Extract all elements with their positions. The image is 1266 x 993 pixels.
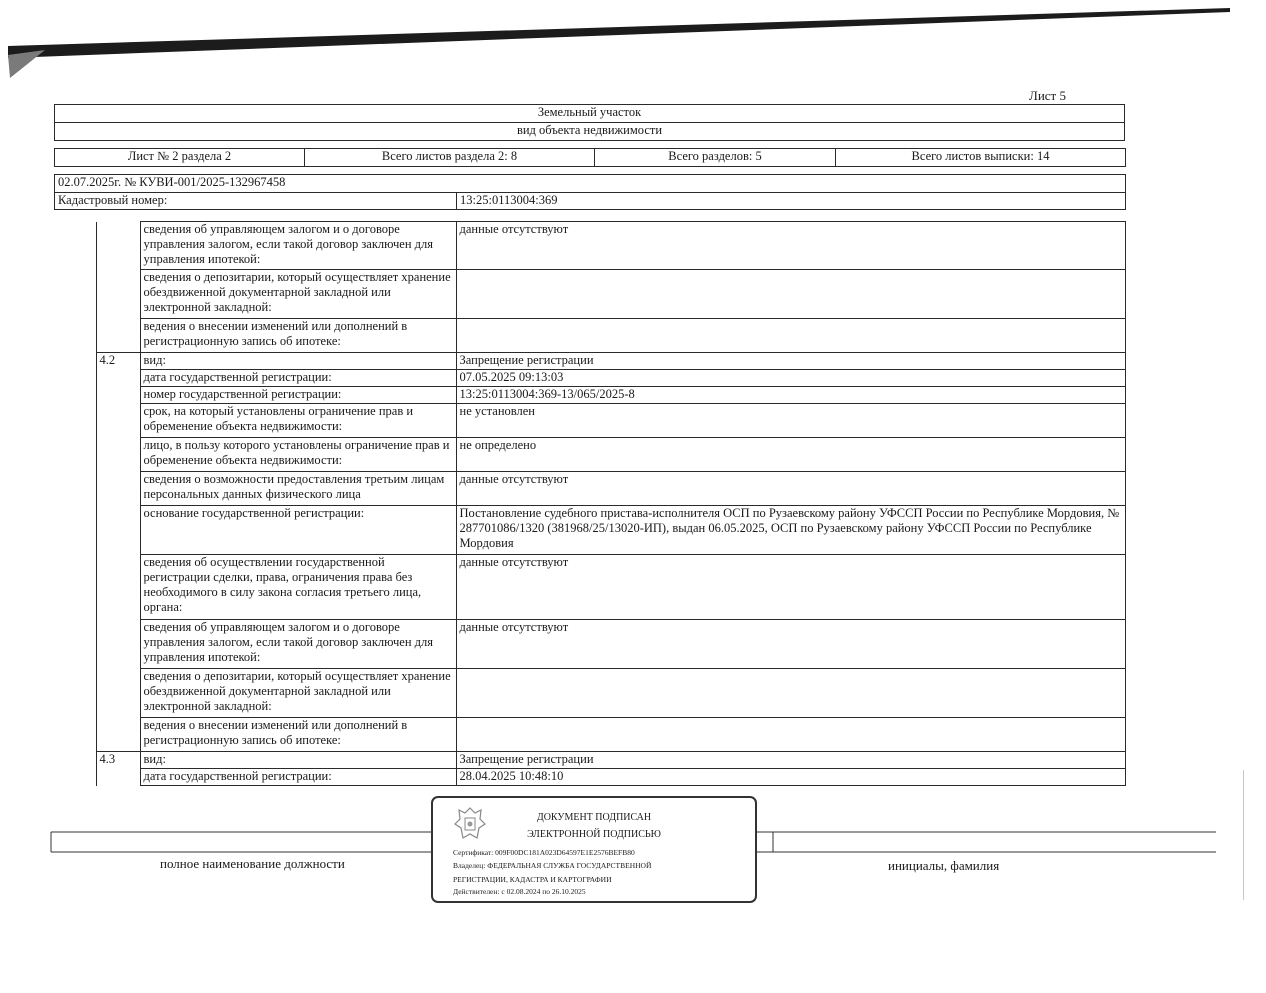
row-number <box>96 404 140 438</box>
total-sheets-section: Всего листов раздела 2: 8 <box>305 149 595 167</box>
row-label: основание государственной регистрации: <box>140 506 456 555</box>
row-value <box>456 669 1125 718</box>
table-row <box>54 718 1125 752</box>
row-value <box>456 319 1125 353</box>
extract-date-number: 02.07.2025г. № КУВИ-001/2025-132967458 <box>55 175 1126 193</box>
row-label: сведения об осуществлении государственной регистрации сделки, права, ограничения права без необходимого в силу закона согласия третьего лица, органа: <box>140 555 456 620</box>
row-label: ведения о внесении изменений или дополнений в регистрационную запись об ипотеке: <box>140 718 456 752</box>
table-row <box>54 404 1125 438</box>
row-gutter <box>54 472 96 506</box>
row-number <box>96 270 140 319</box>
row-number: 4.3 <box>96 752 140 769</box>
sheet-info-table <box>54 148 1126 167</box>
cadastral-label: Кадастровый номер: <box>55 193 457 210</box>
row-number <box>96 506 140 555</box>
row-gutter <box>54 370 96 387</box>
row-value: 07.05.2025 09:13:03 <box>456 370 1125 387</box>
table-row <box>54 370 1125 387</box>
row-label: сведения об управляющем залогом и о договоре управления залогом, если такой договор заключен для управления ипотекой: <box>140 222 456 270</box>
row-gutter <box>54 222 96 270</box>
row-value: Постановление судебного пристава-исполнителя ОСП по Рузаевскому району УФССП России по Республике Мордовия, № 287701086/1320 (381968/25/13020-ИП), выдан 06.05.2025, ОСП по Рузаевскому району УФССП России по Республике Мордовия <box>456 506 1125 555</box>
table-row <box>54 752 1125 769</box>
encumbrance-table <box>54 221 1126 786</box>
table-row <box>54 620 1125 669</box>
row-value: 28.04.2025 10:48:10 <box>456 769 1125 786</box>
row-label: сведения о депозитарии, который осуществляет хранение обездвиженной документарной закладной или электронной закладной: <box>140 270 456 319</box>
row-gutter <box>54 506 96 555</box>
row-number <box>96 718 140 752</box>
row-label: вид: <box>140 353 456 370</box>
row-label: сведения о возможности предоставления третьим лицам персональных данных физического лица <box>140 472 456 506</box>
row-label: вид: <box>140 752 456 769</box>
table-row <box>54 270 1125 319</box>
object-type-caption: вид объекта недвижимости <box>55 123 1125 141</box>
extract-info-table <box>54 174 1126 210</box>
object-name: Земельный участок <box>55 105 1125 123</box>
total-sheets-extract: Всего листов выписки: 14 <box>836 149 1126 167</box>
stamp-certificate: Сертификат: 009F00DC181A023D64597E1E2576BEFB80 <box>453 848 635 857</box>
row-label: сведения об управляющем залогом и о договоре управления залогом, если такой договор заключен для управления ипотекой: <box>140 620 456 669</box>
row-number <box>96 620 140 669</box>
table-row <box>54 555 1125 620</box>
row-gutter <box>54 353 96 370</box>
row-number <box>96 370 140 387</box>
row-gutter <box>54 769 96 786</box>
row-number <box>96 387 140 404</box>
sheet-of-section: Лист № 2 раздела 2 <box>55 149 305 167</box>
table-row <box>54 387 1125 404</box>
row-gutter <box>54 438 96 472</box>
row-number <box>96 319 140 353</box>
object-header-table <box>54 104 1125 141</box>
row-gutter <box>54 620 96 669</box>
row-value: не установлен <box>456 404 1125 438</box>
row-value: Запрещение регистрации <box>456 752 1125 769</box>
row-value: не определено <box>456 438 1125 472</box>
stamp-validity: Действителен: с 02.08.2024 по 26.10.2025 <box>453 887 586 896</box>
table-row <box>54 222 1125 270</box>
row-label: дата государственной регистрации: <box>140 370 456 387</box>
table-row <box>54 319 1125 353</box>
table-row <box>54 438 1125 472</box>
row-gutter <box>54 718 96 752</box>
row-value: 13:25:0113004:369-13/065/2025-8 <box>456 387 1125 404</box>
row-label: номер государственной регистрации: <box>140 387 456 404</box>
table-row <box>54 769 1125 786</box>
cadastral-value: 13:25:0113004:369 <box>457 193 1126 210</box>
row-gutter <box>54 319 96 353</box>
row-gutter <box>54 752 96 769</box>
row-number <box>96 438 140 472</box>
stamp-owner-line1: Владелец: ФЕДЕРАЛЬНАЯ СЛУЖБА ГОСУДАРСТВЕННОЙ <box>453 861 652 870</box>
row-gutter <box>54 404 96 438</box>
initials-caption: инициалы, фамилия <box>888 858 1000 873</box>
table-row <box>54 353 1125 370</box>
row-number <box>96 472 140 506</box>
stamp-line2: ЭЛЕКТРОННОЙ ПОДПИСЬЮ <box>527 829 661 840</box>
row-number <box>96 769 140 786</box>
row-label: дата государственной регистрации: <box>140 769 456 786</box>
row-number: 4.2 <box>96 353 140 370</box>
row-label: срок, на который установлены ограничение прав и обременение объекта недвижимости: <box>140 404 456 438</box>
table-row <box>54 472 1125 506</box>
row-value: данные отсутствуют <box>456 555 1125 620</box>
row-label: лицо, в пользу которого установлены ограничение прав и обременение объекта недвижимости: <box>140 438 456 472</box>
electronic-signature-stamp <box>431 796 757 903</box>
row-number <box>96 669 140 718</box>
row-gutter <box>54 270 96 319</box>
table-row <box>54 506 1125 555</box>
row-gutter <box>54 669 96 718</box>
stamp-line1: ДОКУМЕНТ ПОДПИСАН <box>536 812 652 823</box>
row-gutter <box>54 387 96 404</box>
position-caption: полное наименование должности <box>160 856 345 871</box>
scan-artifact-streak <box>0 0 1266 80</box>
total-sections: Всего разделов: 5 <box>595 149 836 167</box>
row-value: данные отсутствуют <box>456 222 1125 270</box>
sheet-label: Лист 5 <box>1029 88 1066 103</box>
row-value <box>456 718 1125 752</box>
row-label: ведения о внесении изменений или дополнений в регистрационную запись об ипотеке: <box>140 319 456 353</box>
stamp-owner-line2: РЕГИСТРАЦИИ, КАДАСТРА И КАРТОГРАФИИ <box>453 875 612 884</box>
row-label: сведения о депозитарии, который осуществляет хранение обездвиженной документарной закладной или электронной закладной: <box>140 669 456 718</box>
row-value: Запрещение регистрации <box>456 353 1125 370</box>
row-number <box>96 222 140 270</box>
row-number <box>96 555 140 620</box>
table-row <box>54 669 1125 718</box>
row-value <box>456 270 1125 319</box>
row-value: данные отсутствуют <box>456 472 1125 506</box>
row-value: данные отсутствуют <box>456 620 1125 669</box>
row-gutter <box>54 555 96 620</box>
scan-artifact-edge <box>1243 770 1244 900</box>
